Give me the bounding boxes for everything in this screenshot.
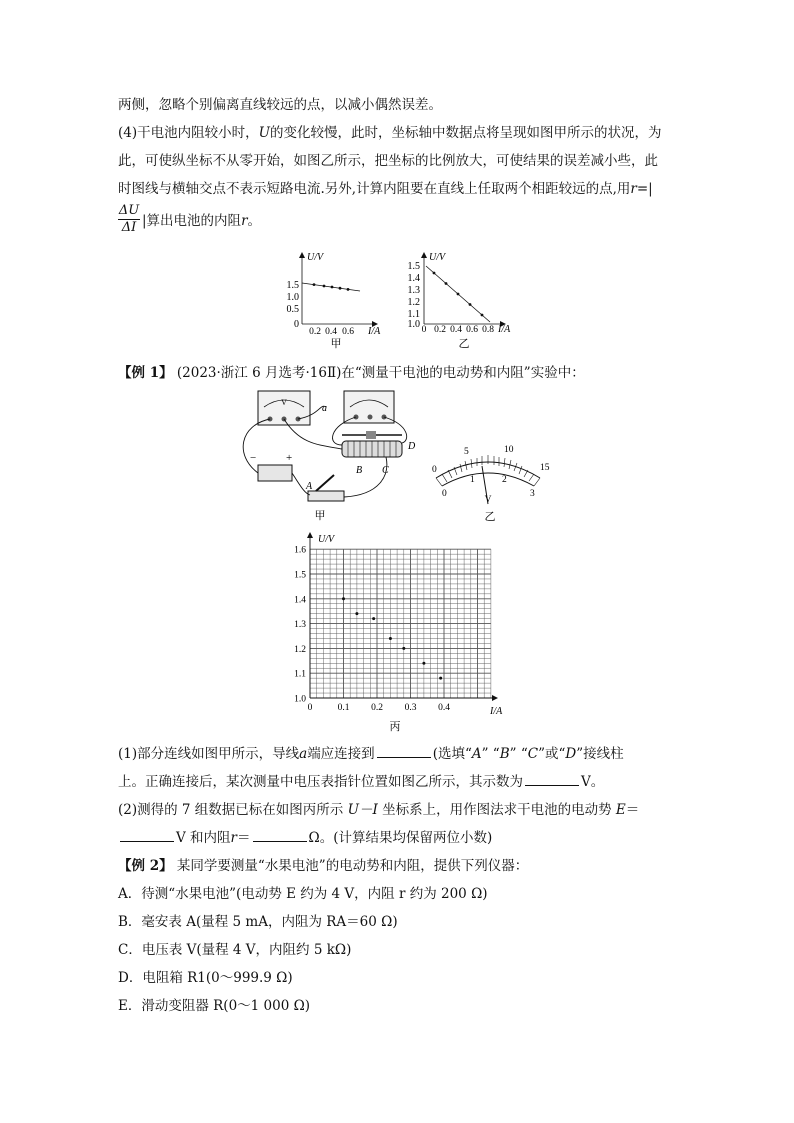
question-1-line-1: (1)部分连线如图甲所示，导线a端应连接到 (选填“A” “B” “C”或“D”接线柱 xyxy=(118,746,624,762)
question-2-line-1: (2)测得的 7 组数据已标在如图丙所示 U－I 坐标系上，用作图法求干电池的电动势 E＝ xyxy=(118,802,640,818)
circuit-caption: 甲 xyxy=(314,510,326,522)
yi-caption: 乙 xyxy=(458,338,470,350)
meter-figure xyxy=(424,440,554,525)
meter-unit: V xyxy=(484,495,492,505)
meter-bottom-scale: 1 xyxy=(470,475,475,485)
jia-ytick: 0.5 xyxy=(286,304,299,315)
terminal-d-label: D xyxy=(408,441,416,452)
meter-bottom-scale: 2 xyxy=(502,475,507,485)
yi-xtick: 0.8 xyxy=(482,325,494,335)
yi-xtick: 0 xyxy=(421,325,427,335)
jia-xtick: 0.6 xyxy=(342,327,354,337)
bing-ytick: 1.3 xyxy=(294,620,306,631)
bing-xlabel: I/A xyxy=(490,706,503,717)
question-2-line-2: V 和内阻r＝ Ω。(计算结果均保留两位小数) xyxy=(118,829,492,847)
jia-ytick: 1.0 xyxy=(286,292,299,303)
graph-bing xyxy=(280,530,510,735)
meter-bottom-scale: 0 xyxy=(442,489,447,499)
bing-ytick: 1.2 xyxy=(294,644,306,655)
bing-ytick: 1.5 xyxy=(294,570,306,581)
battery xyxy=(258,465,292,481)
bing-ytick: 1.4 xyxy=(294,595,306,606)
bing-ytick: 1.6 xyxy=(294,545,306,556)
yi-ytick: 1.2 xyxy=(407,297,420,308)
yi-xlabel: I/A xyxy=(498,324,511,335)
jia-xtick: 0.4 xyxy=(325,327,337,337)
example2-header: 【例 2】 某同学要测量“水果电池”的电动势和内阻，提供下列仪器： xyxy=(118,858,529,874)
bing-ylabel: U/V xyxy=(318,534,335,545)
yi-xtick: 0.6 xyxy=(466,325,478,335)
yi-ytick: 1.5 xyxy=(407,261,420,272)
yi-ylabel: U/V xyxy=(429,252,446,263)
graph-jia xyxy=(280,250,390,350)
meter-caption: 乙 xyxy=(484,511,496,523)
option-b: B．毫安表 A(量程 5 mA，内阻为 RA＝60 Ω) xyxy=(118,914,398,930)
option-e: E．滑动变阻器 R(0～1 000 Ω) xyxy=(118,998,311,1014)
intro-line-1: 两侧，忽略个别偏离直线较远的点，以减小偶然误差。 xyxy=(118,97,442,113)
battery-plus: + xyxy=(286,452,293,464)
bing-xtick: 0.1 xyxy=(337,703,350,713)
jia-caption: 甲 xyxy=(330,338,342,350)
data-point xyxy=(402,647,405,650)
yi-ytick: 1.0 xyxy=(407,319,420,330)
option-a: A．待测“水果电池”(电动势 E 约为 4 V，内阻 r 约为 200 Ω) xyxy=(118,886,488,902)
intro-line-3: 此，可使纵坐标不从零开始，如图乙所示，把坐标的比例放大，可使结果的误差减小些，此 xyxy=(118,153,658,169)
bing-xtick: 0 xyxy=(307,703,313,713)
switch xyxy=(308,491,344,501)
meter-bottom-scale: 3 xyxy=(530,489,535,499)
terminal-c-label: C xyxy=(382,465,389,476)
example1-header: 【例 1】 (2023·浙江 6 月选考·16Ⅱ)在“测量干电池的电动势和内阻”实验中： xyxy=(118,365,585,381)
yi-xtick: 0.2 xyxy=(434,325,446,335)
answer-blank[interactable] xyxy=(253,829,307,842)
jia-ytick: 0 xyxy=(294,319,299,330)
data-point xyxy=(439,677,442,680)
option-c: C．电压表 V(量程 4 V，内阻约 5 kΩ) xyxy=(118,942,352,958)
jia-ylabel: U/V xyxy=(307,252,324,263)
circuit-figure xyxy=(230,385,420,525)
bing-xtick: 0.4 xyxy=(438,703,450,713)
intro-line-4: 时图线与横轴交点不表示短路电流.另外,计算内阻要在直线上任取两个相距较远的点,用r=| xyxy=(118,181,653,197)
voltmeter-label: V xyxy=(281,398,287,407)
meter-top-scale: 0 xyxy=(432,465,437,475)
option-d: D．电阻箱 R1(0～999.9 Ω) xyxy=(118,970,293,986)
intro-line-5: |算出电池的内阻r。 xyxy=(142,213,262,229)
answer-blank[interactable] xyxy=(120,829,174,842)
bing-xtick: 0.3 xyxy=(404,703,417,713)
answer-blank[interactable] xyxy=(525,773,579,786)
bing-xtick: 0.2 xyxy=(371,703,383,713)
jia-xtick: 0.2 xyxy=(309,327,321,337)
jia-xlabel: I/A xyxy=(368,326,381,337)
bing-ytick: 1.1 xyxy=(294,669,306,680)
graph-yi xyxy=(400,250,520,350)
data-point xyxy=(389,637,392,640)
bing-caption: 丙 xyxy=(389,721,401,733)
meter-top-scale: 10 xyxy=(504,445,514,455)
data-point xyxy=(355,612,358,615)
data-point xyxy=(422,662,425,665)
bing-ytick: 1.0 xyxy=(294,694,306,705)
yi-ytick: 1.4 xyxy=(407,273,420,284)
yi-ytick: 1.1 xyxy=(407,309,420,320)
wire-a-label: a xyxy=(322,403,327,414)
question-1-line-2: 上。正确连接后，某次测量中电压表指针位置如图乙所示，其示数为 V。 xyxy=(118,774,605,790)
answer-blank[interactable] xyxy=(377,745,431,758)
battery-minus: − xyxy=(250,452,257,464)
terminal-b-label: B xyxy=(356,465,363,476)
jia-ytick: 1.5 xyxy=(286,280,299,291)
meter-top-scale: 15 xyxy=(540,463,550,473)
terminal-a-label: A xyxy=(306,481,313,492)
delta-fraction: $\frac{\Delta U}{\Delta I}$ xyxy=(118,203,140,235)
yi-xtick: 0.4 xyxy=(450,325,462,335)
data-point xyxy=(372,617,375,620)
intro-line-2: (4)干电池内阻较小时，U的变化较慢，此时，坐标轴中数据点将呈现如图甲所示的状况，为 xyxy=(118,125,662,141)
data-point xyxy=(342,597,345,600)
meter-top-scale: 5 xyxy=(464,447,469,457)
yi-ytick: 1.3 xyxy=(407,285,420,296)
